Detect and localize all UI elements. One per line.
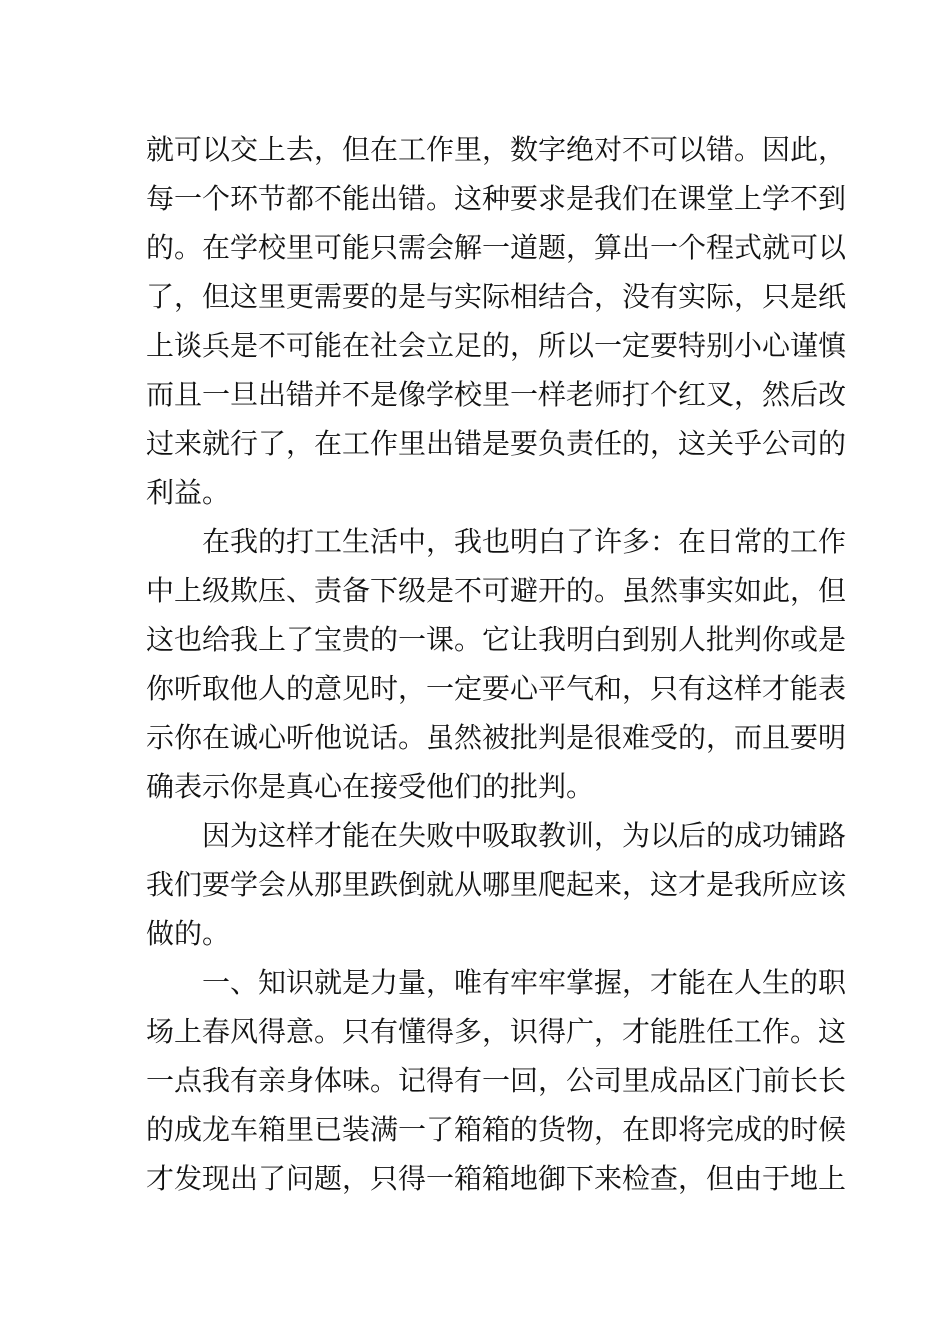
text-line: 了，但这里更需要的是与实际相结合，没有实际，只是纸 bbox=[146, 280, 847, 313]
text-line: 上谈兵是不可能在社会立足的，所以一定要特别小心谨慎 bbox=[146, 329, 847, 362]
text-line: 场上春风得意。只有懂得多，识得广，才能胜任工作。这 bbox=[146, 1015, 847, 1048]
text-line: 的。在学校里可能只需会解一道题，算出一个程式就可以 bbox=[146, 231, 847, 264]
text-line: 确表示你是真心在接受他们的批判。 bbox=[146, 770, 595, 803]
text-line: 我们要学会从那里跌倒就从哪里爬起来，这才是我所应该 bbox=[146, 868, 847, 901]
text-line: 一点我有亲身体味。记得有一回，公司里成品区门前长长 bbox=[146, 1064, 847, 1097]
text-line: 做的。 bbox=[146, 917, 231, 950]
text-line: 中上级欺压、责备下级是不可避开的。虽然事实如此，但 bbox=[146, 574, 847, 607]
text-line: 过来就行了，在工作里出错是要负责任的，这关乎公司的 bbox=[146, 427, 847, 460]
text-line: 你听取他人的意见时，一定要心平气和，只有这样才能表 bbox=[146, 672, 847, 705]
body-text bbox=[146, 125, 847, 1203]
text-line: 一、知识就是力量，唯有牢牢掌握，才能在人生的职 bbox=[202, 966, 847, 999]
text-line: 而且一旦出错并不是像学校里一样老师打个红叉，然后改 bbox=[146, 378, 847, 411]
text-line: 因为这样才能在失败中吸取教训，为以后的成功铺路 bbox=[202, 819, 847, 852]
text-line: 这也给我上了宝贵的一课。它让我明白到别人批判你或是 bbox=[146, 623, 847, 656]
text-line: 利益。 bbox=[146, 476, 231, 509]
text-line: 的成龙车箱里已装满一了箱箱的货物，在即将完成的时候 bbox=[146, 1113, 847, 1146]
text-line: 每一个环节都不能出错。这种要求是我们在课堂上学不到 bbox=[146, 182, 847, 215]
text-line: 示你在诚心听他说话。虽然被批判是很难受的，而且要明 bbox=[146, 721, 847, 754]
text-line: 才发现出了问题，只得一箱箱地御下来检查，但由于地上 bbox=[146, 1162, 847, 1195]
text-line: 就可以交上去，但在工作里，数字绝对不可以错。因此， bbox=[146, 133, 847, 166]
text-line: 在我的打工生活中，我也明白了许多：在日常的工作 bbox=[202, 525, 847, 558]
